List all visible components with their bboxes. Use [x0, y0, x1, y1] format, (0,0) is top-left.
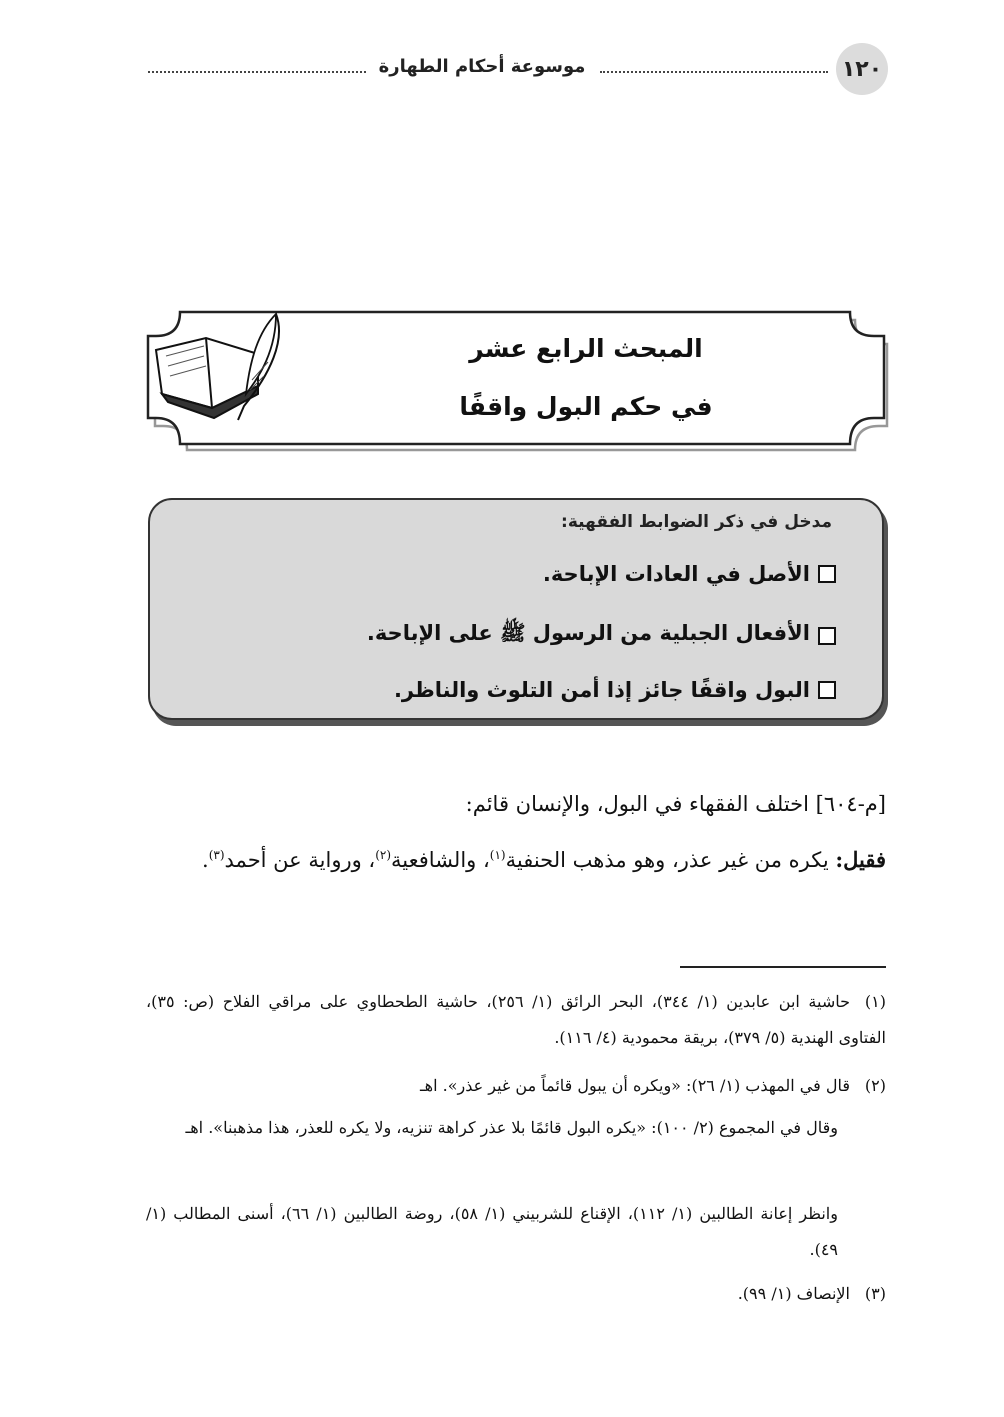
body-paragraph-2	[146, 836, 886, 884]
fiqh-rules-box	[148, 498, 884, 720]
checkbox-icon	[818, 565, 836, 583]
footnote-2-continued: وانظر إعانة الطالبين (١/ ١١٢)، الإقناع للشربيني (١/ ٥٨)، روضة الطالبين (١/ ٦٦)، أسنى المطالب (١/ ٤٩).	[146, 1204, 838, 1259]
paragraph-lead: فقيل:	[835, 847, 886, 872]
chapter-title-frame	[146, 310, 890, 452]
rule-item	[394, 678, 836, 702]
footnote-separator	[680, 966, 886, 968]
footnote-1	[146, 984, 886, 1056]
running-title: موسوعة أحكام الطهارة	[378, 56, 586, 77]
footnote-ref-3[interactable]: (٣)	[208, 848, 225, 862]
paragraph-text: .	[202, 848, 209, 872]
page-number: ١٢٠	[836, 43, 888, 95]
footnote-text: حاشية ابن عابدين (١/ ٣٤٤)، البحر الرائق (١/ ٢٥٦)، حاشية الطحطاوي على مراقي الفلاح (ص: ٣٥)، الفتاوى الهندية (٥/ ٣٧٩)، بريقة محمودية (٤/ ١١٦).	[146, 992, 886, 1047]
rule-item	[543, 562, 836, 586]
footnote-number: (٣)	[864, 1284, 886, 1303]
footnote-2	[146, 1068, 886, 1104]
footnote-text: قال في المهذب (١/ ٢٦): «ويكره أن يبول قائماً من غير عذر». اهـ	[419, 1076, 850, 1095]
rule-item	[367, 620, 836, 651]
footnote-3	[146, 1276, 886, 1312]
footnote-ref-1[interactable]: (١)	[489, 848, 506, 862]
rules-heading: مدخل في ذكر الضوابط الفقهية:	[561, 512, 832, 532]
rule-text: البول واقفًا جائز إذا أمن التلوث والناظر.	[393, 678, 810, 702]
paragraph-text: يكره من غير عذر، وهو مذهب الحنفية	[505, 848, 836, 872]
footnote-number: (٢)	[864, 1076, 886, 1095]
footnote-2-continued: وقال في المجموع (٢/ ١٠٠): «يكره البول قائمًا بلا عذر كراهة تنزيه، ولا يكره للعذر، هذا مذهبنا». اهـ	[185, 1118, 838, 1137]
book-quill-icon	[146, 310, 296, 428]
chapter-title: المبحث الرابع عشر	[469, 334, 703, 363]
footnote-number: (١)	[864, 992, 886, 1011]
chapter-subtitle: في حكم البول واقفًا	[459, 392, 713, 421]
footnote-ref-2[interactable]: (٢)	[375, 848, 392, 862]
checkbox-icon	[818, 681, 836, 699]
paragraph-text: ، ورواية عن أحمد	[224, 848, 376, 872]
paragraph-text: ، والشافعية	[391, 848, 490, 872]
footnote-text: الإنصاف (١/ ٩٩).	[737, 1284, 850, 1303]
body-paragraph-1: [م-٦٠٤] اختلف الفقهاء في البول، والإنسان قائم:	[465, 792, 886, 816]
checkbox-icon	[818, 627, 836, 645]
rule-text: الأفعال الجبلية من الرسول ﷺ على الإباحة.	[366, 621, 810, 645]
header-dots-right	[600, 71, 828, 73]
header-dots-left	[148, 71, 366, 73]
rule-text: الأصل في العادات الإباحة.	[542, 562, 810, 586]
